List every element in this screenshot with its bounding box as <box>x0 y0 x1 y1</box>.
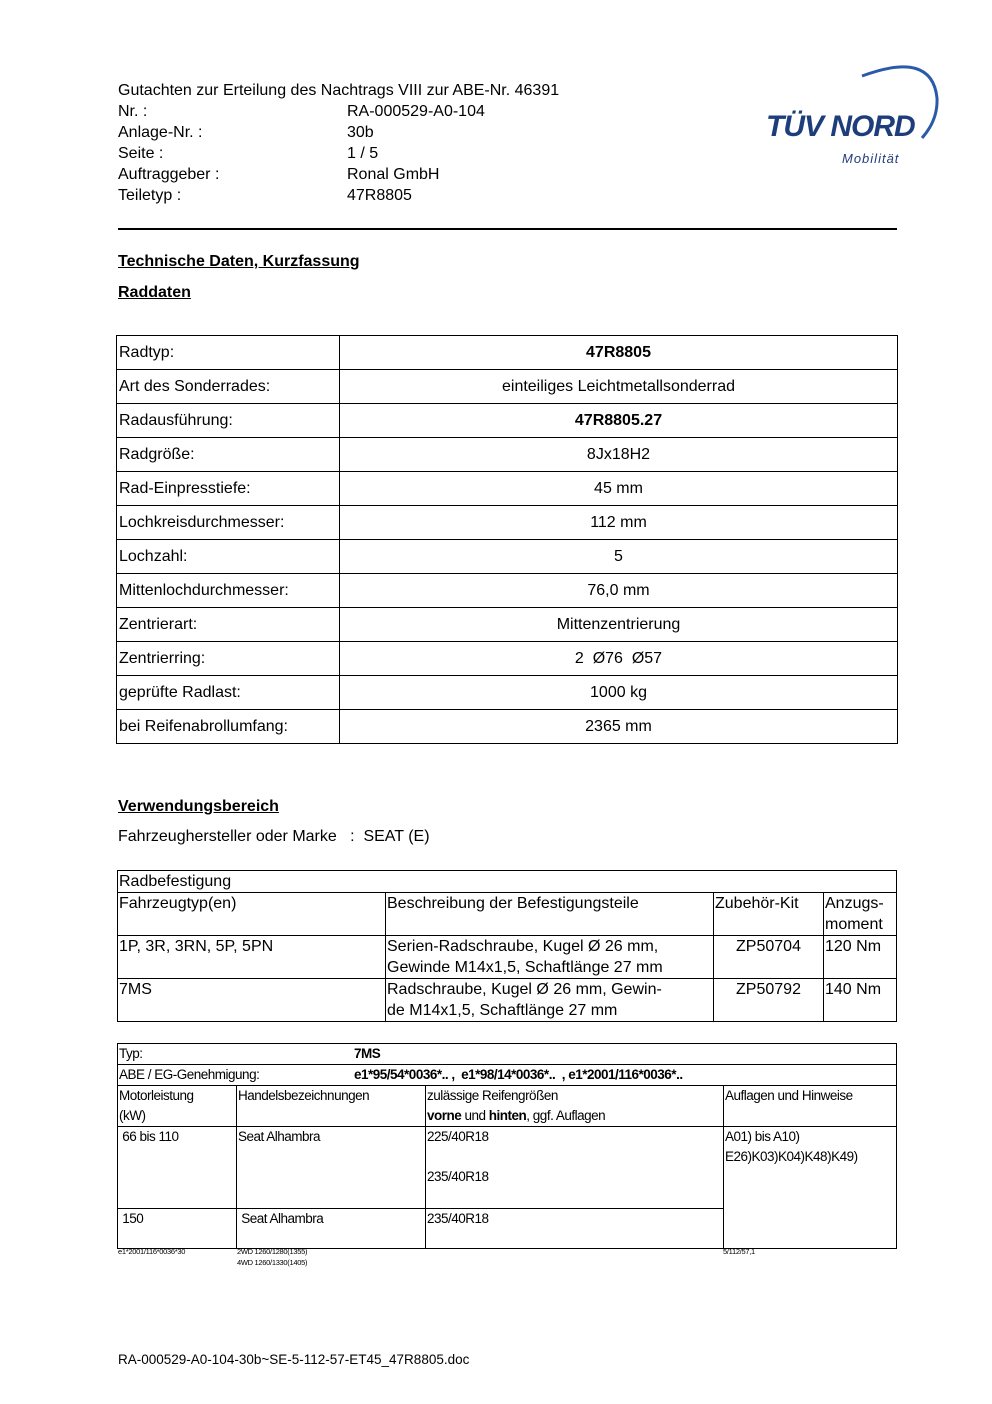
logo-word: TÜV NORD <box>766 110 915 143</box>
befestigung-typ: 1P, 3R, 3RN, 5P, 5PN <box>118 936 386 979</box>
column-header: Zubehör-Kit <box>714 893 824 936</box>
desc-line: de M14x1,5, Schaftlänge 27 mm <box>387 1002 618 1019</box>
raddaten-label: Rad-Einpresstiefe: <box>117 472 340 506</box>
raddaten-value: 1000 kg <box>340 676 898 710</box>
raddaten-label: Zentrierring: <box>117 642 340 676</box>
table-row <box>118 979 897 1022</box>
section-title-tech: Technische Daten, Kurzfassung <box>118 253 360 270</box>
raddaten-value: 2365 mm <box>340 710 898 744</box>
header-row-teiletyp <box>118 185 559 206</box>
header-label: Nr. : <box>118 103 148 120</box>
reifen-cell: 235/40R18 <box>426 1209 724 1249</box>
raddaten-label: Art des Sonderrades: <box>117 370 340 404</box>
table-row <box>117 370 898 404</box>
table-row <box>117 472 898 506</box>
hersteller-value: SEAT (E) <box>363 828 430 845</box>
raddaten-value: 112 mm <box>340 506 898 540</box>
auflagen-line: A01) bis A10) <box>725 1129 800 1144</box>
header-row-nr <box>118 101 559 122</box>
auflagen-line: E26)K03)K04)K48)K49) <box>725 1149 858 1164</box>
header-divider <box>118 228 897 230</box>
column-header: Fahrzeugtyp(en) <box>118 893 386 936</box>
raddaten-table <box>116 335 898 744</box>
table-row <box>117 710 898 744</box>
tuv-nord-logo <box>762 58 952 173</box>
hersteller-label: Fahrzeughersteller oder Marke <box>118 828 337 845</box>
column-header: moment <box>825 916 883 933</box>
table-row <box>117 540 898 574</box>
table-row <box>118 1127 897 1209</box>
hersteller-sep: : <box>350 828 355 845</box>
raddaten-label: bei Reifenabrollumfang: <box>117 710 340 744</box>
befestigung-typ: 7MS <box>118 979 386 1022</box>
typ-value: 7MS <box>354 1046 381 1061</box>
table-row <box>117 608 898 642</box>
befestigung-kit: ZP50704 <box>714 936 824 979</box>
desc-line: Gewinde M14x1,5, Schaftlänge 27 mm <box>387 959 663 976</box>
document-header <box>118 80 559 206</box>
document-footer: RA-000529-A0-104-30b~SE-5-112-57-ET45_47R8805.doc <box>118 1352 470 1367</box>
header-label: Anlage-Nr. : <box>118 124 203 141</box>
handel-cell: Seat Alhambra <box>237 1209 426 1249</box>
table-row <box>117 642 898 676</box>
befestigung-moment: 140 Nm <box>824 979 897 1022</box>
table-row <box>118 936 897 979</box>
raddaten-value: 2 Ø76 Ø57 <box>340 642 898 676</box>
column-header: (kW) <box>119 1108 146 1123</box>
foot-wd1: 2WD 1260/1280(1355) <box>237 1247 308 1256</box>
reifen-size: 225/40R18 <box>427 1129 489 1144</box>
logo-subtitle: Mobilität <box>842 151 900 166</box>
befestigung-kit: ZP50792 <box>714 979 824 1022</box>
header-label: Auftraggeber : <box>118 166 220 183</box>
raddaten-label: geprüfte Radlast: <box>117 676 340 710</box>
raddaten-value: 47R8805 <box>340 336 898 370</box>
column-header-moment <box>824 893 897 936</box>
header-row-auftraggeber <box>118 164 559 185</box>
raddaten-label: Zentrierart: <box>117 608 340 642</box>
handel-cell: Seat Alhambra <box>237 1127 426 1209</box>
raddaten-label: Lochkreisdurchmesser: <box>117 506 340 540</box>
raddaten-value: 5 <box>340 540 898 574</box>
raddaten-label: Radausführung: <box>117 404 340 438</box>
reifen-cell <box>426 1127 724 1209</box>
table-row <box>117 574 898 608</box>
abe-value: e1*95/54*0036*.. , e1*98/14*0036*.. , e1*2001/116*0036*.. <box>354 1067 683 1082</box>
befestigung-table <box>117 870 897 1022</box>
header-value: RA-000529-A0-104 <box>347 103 485 120</box>
column-header: zulässige Reifengrößen <box>427 1088 558 1103</box>
header-value: 1 / 5 <box>347 145 379 162</box>
table-row <box>117 438 898 472</box>
raddaten-value: 47R8805.27 <box>340 404 898 438</box>
und-text: und <box>461 1108 489 1123</box>
column-header: Auflagen und Hinweise <box>724 1086 897 1127</box>
raddaten-value: einteiliges Leichtmetallsonderrad <box>340 370 898 404</box>
foot-wd2: 4WD 1260/1330(1405) <box>237 1258 308 1267</box>
column-header-sub <box>427 1106 722 1126</box>
typ-row <box>118 1044 897 1065</box>
table-row <box>118 1086 897 1127</box>
abe-row <box>118 1065 897 1086</box>
table-row <box>117 506 898 540</box>
befestigung-desc <box>386 936 714 979</box>
table-row <box>118 1044 897 1065</box>
header-label: Seite : <box>118 145 164 162</box>
header-title: Gutachten zur Erteilung des Nachtrags VIII zur ABE-Nr. 46391 <box>118 82 560 99</box>
auflagen-cell <box>724 1127 897 1249</box>
raddaten-label: Lochzahl: <box>117 540 340 574</box>
table-row <box>117 404 898 438</box>
column-header: Handelsbezeichnungen <box>237 1086 426 1127</box>
hinten-text: hinten <box>488 1108 527 1123</box>
table-row <box>117 676 898 710</box>
header-value: 47R8805 <box>347 187 412 204</box>
raddaten-value: Mittenzentrierung <box>340 608 898 642</box>
hersteller-line <box>118 828 430 846</box>
column-header: Anzugs- <box>825 895 884 912</box>
foot-ec: e1*2001/116*0036*30 <box>118 1247 186 1256</box>
table-row <box>118 1065 897 1086</box>
befestigung-desc <box>386 979 714 1022</box>
typ-label: Typ: <box>119 1046 143 1061</box>
reifen-size: 235/40R18 <box>427 1169 489 1184</box>
befestigung-moment: 120 Nm <box>824 936 897 979</box>
desc-line: Radschraube, Kugel Ø 26 mm, Gewin- <box>387 981 662 998</box>
desc-line: Serien-Radschraube, Kugel Ø 26 mm, <box>387 938 659 955</box>
foot-code: 5/112/57,1 <box>723 1247 755 1256</box>
section-title-raddaten: Raddaten <box>118 284 191 301</box>
column-header: Motorleistung <box>119 1088 194 1103</box>
table-row <box>118 871 897 893</box>
vorne-text: vorne <box>427 1108 462 1123</box>
header-row-anlage <box>118 122 559 143</box>
spacer <box>427 1147 722 1167</box>
auflagen-text: , ggf. Auflagen <box>526 1108 606 1123</box>
raddaten-label: Mittenlochdurchmesser: <box>117 574 340 608</box>
befestigung-title: Radbefestigung <box>118 871 897 893</box>
abe-label: ABE / EG-Genehmigung: <box>119 1067 260 1082</box>
raddaten-label: Radgröße: <box>117 438 340 472</box>
raddaten-value: 8Jx18H2 <box>340 438 898 472</box>
raddaten-value: 76,0 mm <box>340 574 898 608</box>
raddaten-value: 45 mm <box>340 472 898 506</box>
column-header: Beschreibung der Befestigungsteile <box>386 893 714 936</box>
header-label: Teiletyp : <box>118 187 182 204</box>
raddaten-label: Radtyp: <box>117 336 340 370</box>
motor-header <box>118 1086 237 1127</box>
motor-cell: 66 bis 110 <box>118 1127 237 1209</box>
motor-cell: 150 <box>118 1209 237 1249</box>
table-row <box>118 893 897 936</box>
header-row-seite <box>118 143 559 164</box>
typ-table <box>117 1043 897 1249</box>
table-row <box>117 336 898 370</box>
section-title-verwendung: Verwendungsbereich <box>118 798 279 815</box>
header-value: 30b <box>347 124 374 141</box>
header-value: Ronal GmbH <box>347 166 440 183</box>
reifen-header <box>426 1086 724 1127</box>
